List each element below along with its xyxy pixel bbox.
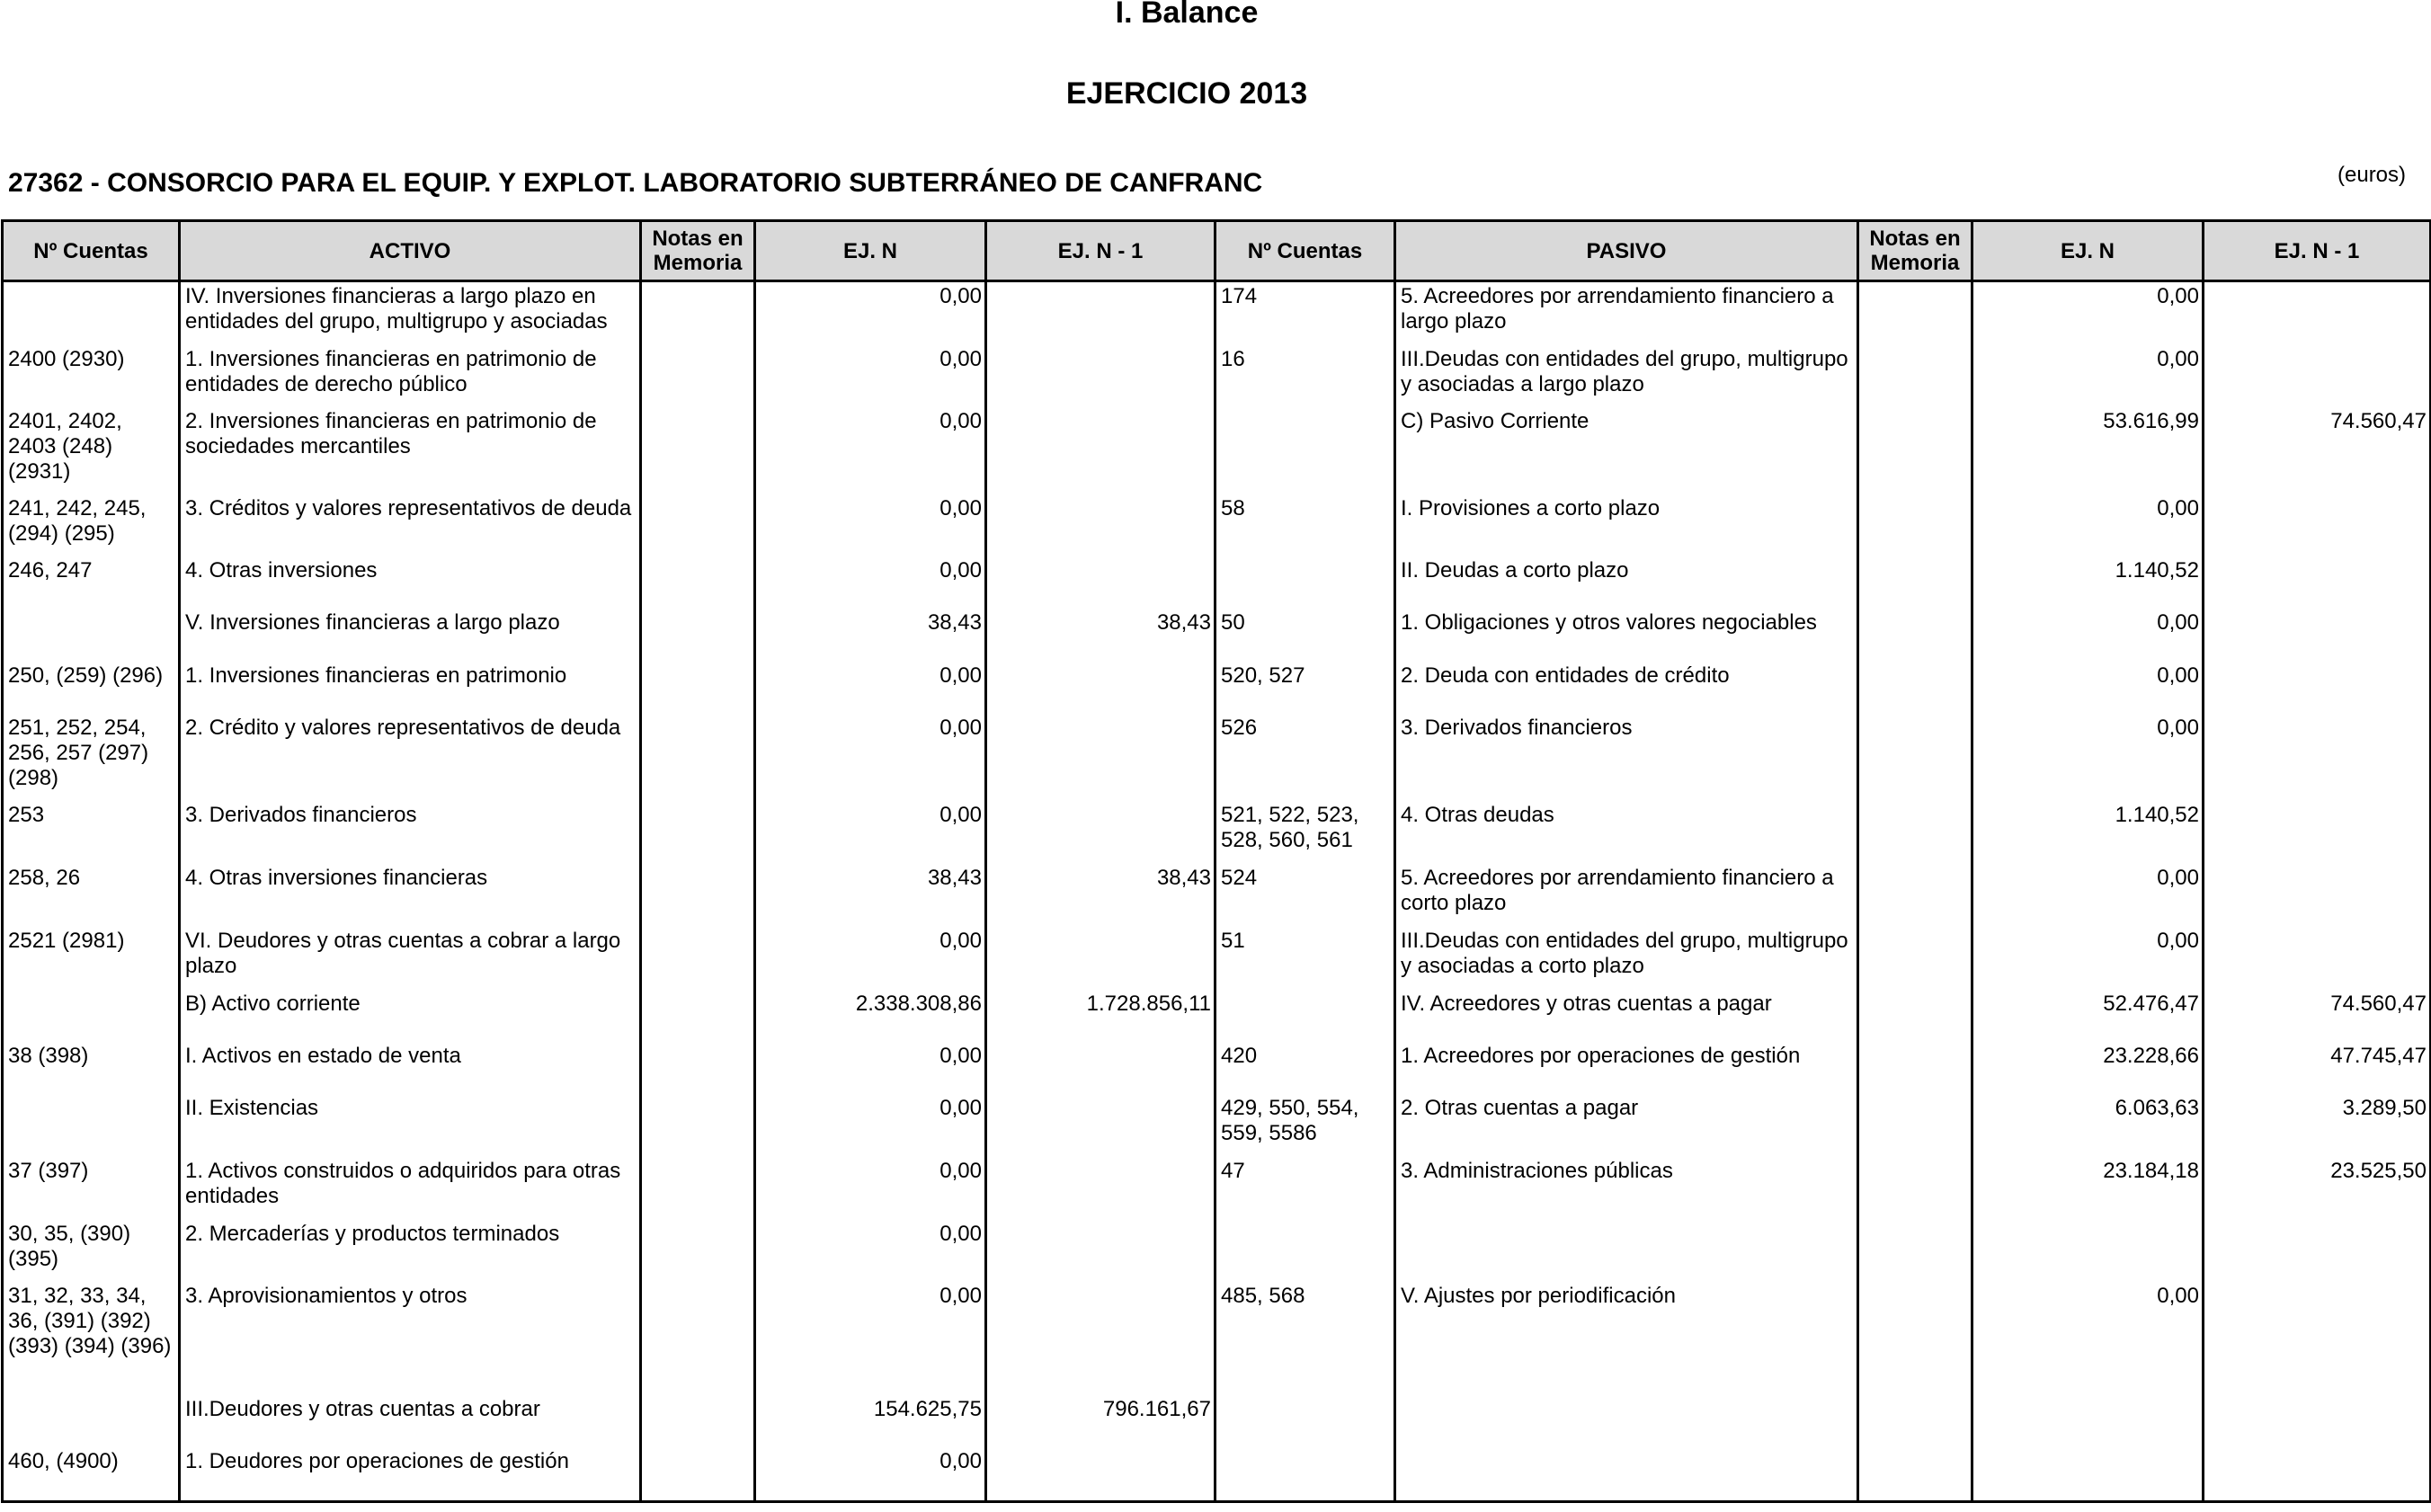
table-row (3, 281, 2431, 345)
cuentas-pasivo-cell: 420 (1216, 1042, 1395, 1094)
table-row (3, 714, 2431, 801)
cuentas-activo-cell: 31, 32, 33, 34, 36, (391) (392) (393) (394) (396) (3, 1282, 180, 1395)
pasivo-concept-cell: 5. Acreedores por arrendamiento financiero a corto plazo (1395, 864, 1858, 927)
ejn1-pasivo-cell (2204, 281, 2431, 345)
notas-activo-cell (641, 662, 755, 714)
notas-pasivo-cell (1858, 281, 1972, 345)
table-row (3, 1282, 2431, 1395)
ejn-pasivo-cell: 6.063,63 (1972, 1094, 2204, 1157)
ejn1-pasivo-cell (2204, 927, 2431, 990)
notas-activo-cell (641, 556, 755, 609)
ejn-activo-cell: 0,00 (755, 1094, 986, 1157)
cuentas-pasivo-cell (1216, 556, 1395, 609)
activo-concept-cell: 1. Activos construidos o adquiridos para otras entidades (180, 1157, 641, 1220)
ejn-pasivo-cell (1972, 1395, 2204, 1447)
pasivo-concept-cell (1395, 1220, 1858, 1282)
notas-activo-cell (641, 609, 755, 662)
cuentas-activo-cell (3, 1094, 180, 1157)
notas-activo-cell (641, 990, 755, 1042)
cuentas-pasivo-cell: 47 (1216, 1157, 1395, 1220)
notas-pasivo-cell (1858, 1094, 1972, 1157)
ejn1-pasivo-cell (2204, 494, 2431, 556)
ejn1-pasivo-cell (2204, 1282, 2431, 1395)
notas-pasivo-cell (1858, 1157, 1972, 1220)
col-header-cuentas-activo: Nº Cuentas (3, 221, 180, 281)
entity-heading: 27362 - CONSORCIO PARA EL EQUIP. Y EXPLOT. LABORATORIO SUBTERRÁNEO DE CANFRANC (8, 168, 1263, 198)
cuentas-activo-cell (3, 609, 180, 662)
ejn1-pasivo-cell (2204, 1447, 2431, 1502)
ejn1-activo-cell (986, 1447, 1216, 1502)
ejn1-activo-cell (986, 345, 1216, 407)
activo-concept-cell: 2. Crédito y valores representativos de deuda (180, 714, 641, 801)
table-row (3, 1395, 2431, 1447)
activo-concept-cell: B) Activo corriente (180, 990, 641, 1042)
ejn-activo-cell: 0,00 (755, 1447, 986, 1502)
pasivo-concept-cell: I. Provisiones a corto plazo (1395, 494, 1858, 556)
col-header-notas-pasivo: Notas en Memoria (1858, 221, 1972, 281)
ejn1-pasivo-cell: 23.525,50 (2204, 1157, 2431, 1220)
notas-activo-cell (641, 864, 755, 927)
table-row (3, 864, 2431, 927)
cuentas-pasivo-cell: 521, 522, 523, 528, 560, 561 (1216, 801, 1395, 864)
ejn-activo-cell: 0,00 (755, 1157, 986, 1220)
activo-concept-cell: 3. Créditos y valores representativos de deuda (180, 494, 641, 556)
table-row (3, 662, 2431, 714)
activo-concept-cell: 4. Otras inversiones financieras (180, 864, 641, 927)
table-row (3, 556, 2431, 609)
activo-concept-cell: 2. Inversiones financieras en patrimonio de sociedades mercantiles (180, 407, 641, 494)
pasivo-concept-cell: IV. Acreedores y otras cuentas a pagar (1395, 990, 1858, 1042)
ejn-pasivo-cell (1972, 1447, 2204, 1502)
ejn1-pasivo-cell: 3.289,50 (2204, 1094, 2431, 1157)
ejn1-pasivo-cell: 47.745,47 (2204, 1042, 2431, 1094)
table-row (3, 1447, 2431, 1502)
notas-activo-cell (641, 345, 755, 407)
col-header-ejn-pasivo: EJ. N (1972, 221, 2204, 281)
ejn-activo-cell: 0,00 (755, 407, 986, 494)
pasivo-concept-cell (1395, 1447, 1858, 1502)
ejn1-activo-cell: 796.161,67 (986, 1395, 1216, 1447)
ejn1-pasivo-cell (2204, 1395, 2431, 1447)
pasivo-concept-cell (1395, 1395, 1858, 1447)
notas-activo-cell (641, 494, 755, 556)
cuentas-pasivo-cell (1216, 407, 1395, 494)
notas-activo-cell (641, 1282, 755, 1395)
ejn1-activo-cell: 38,43 (986, 864, 1216, 927)
ejn-activo-cell: 0,00 (755, 1220, 986, 1282)
ejn1-activo-cell (986, 407, 1216, 494)
cuentas-pasivo-cell (1216, 1395, 1395, 1447)
cuentas-activo-cell: 253 (3, 801, 180, 864)
ejn-pasivo-cell: 0,00 (1972, 662, 2204, 714)
notas-activo-cell (641, 1157, 755, 1220)
activo-concept-cell: III.Deudores y otras cuentas a cobrar (180, 1395, 641, 1447)
ejn1-activo-cell (986, 1157, 1216, 1220)
pasivo-concept-cell: 4. Otras deudas (1395, 801, 1858, 864)
activo-concept-cell: II. Existencias (180, 1094, 641, 1157)
col-header-ejn1-activo: EJ. N - 1 (986, 221, 1216, 281)
cuentas-pasivo-cell (1216, 1447, 1395, 1502)
ejn1-activo-cell (986, 801, 1216, 864)
ejn-pasivo-cell: 53.616,99 (1972, 407, 2204, 494)
activo-concept-cell: 4. Otras inversiones (180, 556, 641, 609)
cuentas-activo-cell: 2401, 2402, 2403 (248) (2931) (3, 407, 180, 494)
cuentas-activo-cell: 258, 26 (3, 864, 180, 927)
pasivo-concept-cell: 5. Acreedores por arrendamiento financiero a largo plazo (1395, 281, 1858, 345)
activo-concept-cell: VI. Deudores y otras cuentas a cobrar a largo plazo (180, 927, 641, 990)
ejn1-activo-cell (986, 1094, 1216, 1157)
table-row (3, 1157, 2431, 1220)
notas-activo-cell (641, 1395, 755, 1447)
ejn-pasivo-cell: 0,00 (1972, 864, 2204, 927)
table-row (3, 494, 2431, 556)
activo-concept-cell: 1. Inversiones financieras en patrimonio de entidades de derecho público (180, 345, 641, 407)
activo-concept-cell: IV. Inversiones financieras a largo plazo en entidades del grupo, multigrupo y asociadas (180, 281, 641, 345)
ejn1-pasivo-cell: 74.560,47 (2204, 990, 2431, 1042)
notas-pasivo-cell (1858, 345, 1972, 407)
pasivo-concept-cell: 2. Otras cuentas a pagar (1395, 1094, 1858, 1157)
ejn1-activo-cell (986, 556, 1216, 609)
notas-pasivo-cell (1858, 927, 1972, 990)
ejn-pasivo-cell: 0,00 (1972, 345, 2204, 407)
table-row (3, 927, 2431, 990)
ejn-activo-cell: 0,00 (755, 1282, 986, 1395)
notas-pasivo-cell (1858, 1042, 1972, 1094)
cuentas-pasivo-cell: 524 (1216, 864, 1395, 927)
ejn1-pasivo-cell (2204, 801, 2431, 864)
cuentas-activo-cell: 38 (398) (3, 1042, 180, 1094)
table-row (3, 1094, 2431, 1157)
cuentas-activo-cell: 250, (259) (296) (3, 662, 180, 714)
activo-concept-cell: I. Activos en estado de venta (180, 1042, 641, 1094)
notas-activo-cell (641, 1220, 755, 1282)
ejn-pasivo-cell: 0,00 (1972, 281, 2204, 345)
cuentas-pasivo-cell (1216, 1220, 1395, 1282)
pasivo-concept-cell: 2. Deuda con entidades de crédito (1395, 662, 1858, 714)
table-row (3, 1042, 2431, 1094)
ejn-activo-cell: 0,00 (755, 345, 986, 407)
notas-pasivo-cell (1858, 407, 1972, 494)
activo-concept-cell: 2. Mercaderías y productos terminados (180, 1220, 641, 1282)
cuentas-activo-cell: 2400 (2930) (3, 345, 180, 407)
notas-pasivo-cell (1858, 864, 1972, 927)
ejn1-pasivo-cell (2204, 662, 2431, 714)
table-row (3, 1220, 2431, 1282)
ejn1-pasivo-cell (2204, 556, 2431, 609)
cuentas-activo-cell: 251, 252, 254, 256, 257 (297) (298) (3, 714, 180, 801)
cuentas-activo-cell: 246, 247 (3, 556, 180, 609)
cuentas-pasivo-cell: 51 (1216, 927, 1395, 990)
fiscal-year-title: EJERCICIO 2013 (1065, 76, 1308, 111)
notas-activo-cell (641, 714, 755, 801)
ejn-pasivo-cell: 52.476,47 (1972, 990, 2204, 1042)
activo-concept-cell: V. Inversiones financieras a largo plazo (180, 609, 641, 662)
cuentas-pasivo-cell: 50 (1216, 609, 1395, 662)
activo-concept-cell: 3. Aprovisionamientos y otros (180, 1282, 641, 1395)
ejn1-activo-cell (986, 714, 1216, 801)
col-header-ejn-activo: EJ. N (755, 221, 986, 281)
cuentas-pasivo-cell: 429, 550, 554, 559, 5586 (1216, 1094, 1395, 1157)
pasivo-concept-cell: III.Deudas con entidades del grupo, multigrupo y asociadas a largo plazo (1395, 345, 1858, 407)
cuentas-activo-cell (3, 1395, 180, 1447)
pasivo-concept-cell: 1. Acreedores por operaciones de gestión (1395, 1042, 1858, 1094)
col-header-pasivo: PASIVO (1395, 221, 1858, 281)
ejn-pasivo-cell: 1.140,52 (1972, 556, 2204, 609)
ejn1-pasivo-cell (2204, 345, 2431, 407)
balance-table (1, 219, 2431, 1503)
ejn-activo-cell: 38,43 (755, 609, 986, 662)
pasivo-concept-cell: 3. Derivados financieros (1395, 714, 1858, 801)
ejn1-activo-cell (986, 1220, 1216, 1282)
cuentas-activo-cell (3, 281, 180, 345)
report-title: I. Balance (1115, 0, 1259, 30)
col-header-ejn1-pasivo: EJ. N - 1 (2204, 221, 2431, 281)
cuentas-activo-cell: 460, (4900) (3, 1447, 180, 1502)
notas-activo-cell (641, 407, 755, 494)
ejn-pasivo-cell: 0,00 (1972, 494, 2204, 556)
table-row (3, 407, 2431, 494)
ejn-pasivo-cell: 0,00 (1972, 714, 2204, 801)
cuentas-pasivo-cell (1216, 990, 1395, 1042)
cuentas-activo-cell: 241, 242, 245, (294) (295) (3, 494, 180, 556)
pasivo-concept-cell: 1. Obligaciones y otros valores negociables (1395, 609, 1858, 662)
ejn1-activo-cell (986, 1282, 1216, 1395)
cuentas-pasivo-cell: 520, 527 (1216, 662, 1395, 714)
ejn-pasivo-cell: 0,00 (1972, 609, 2204, 662)
notas-pasivo-cell (1858, 494, 1972, 556)
cuentas-activo-cell: 37 (397) (3, 1157, 180, 1220)
cuentas-pasivo-cell: 174 (1216, 281, 1395, 345)
table-header-row (3, 221, 2431, 281)
ejn-pasivo-cell: 0,00 (1972, 927, 2204, 990)
notas-activo-cell (641, 281, 755, 345)
ejn1-activo-cell: 1.728.856,11 (986, 990, 1216, 1042)
cuentas-pasivo-cell: 485, 568 (1216, 1282, 1395, 1395)
cuentas-activo-cell: 2521 (2981) (3, 927, 180, 990)
pasivo-concept-cell: V. Ajustes por periodificación (1395, 1282, 1858, 1395)
notas-pasivo-cell (1858, 556, 1972, 609)
notas-pasivo-cell (1858, 801, 1972, 864)
activo-concept-cell: 3. Derivados financieros (180, 801, 641, 864)
notas-pasivo-cell (1858, 609, 1972, 662)
ejn1-pasivo-cell (2204, 1220, 2431, 1282)
activo-concept-cell: 1. Inversiones financieras en patrimonio (180, 662, 641, 714)
ejn-pasivo-cell (1972, 1220, 2204, 1282)
ejn-activo-cell: 0,00 (755, 662, 986, 714)
ejn-activo-cell: 154.625,75 (755, 1395, 986, 1447)
activo-concept-cell: 1. Deudores por operaciones de gestión (180, 1447, 641, 1502)
ejn1-pasivo-cell: 74.560,47 (2204, 407, 2431, 494)
ejn-activo-cell: 0,00 (755, 494, 986, 556)
ejn1-activo-cell (986, 662, 1216, 714)
cuentas-pasivo-cell: 16 (1216, 345, 1395, 407)
notas-activo-cell (641, 927, 755, 990)
ejn-pasivo-cell: 1.140,52 (1972, 801, 2204, 864)
notas-pasivo-cell (1858, 990, 1972, 1042)
ejn-pasivo-cell: 0,00 (1972, 1282, 2204, 1395)
col-header-activo: ACTIVO (180, 221, 641, 281)
table-row (3, 990, 2431, 1042)
col-header-notas-activo: Notas en Memoria (641, 221, 755, 281)
notas-activo-cell (641, 1094, 755, 1157)
ejn1-activo-cell (986, 927, 1216, 990)
cuentas-activo-cell (3, 990, 180, 1042)
notas-pasivo-cell (1858, 1282, 1972, 1395)
ejn1-activo-cell (986, 281, 1216, 345)
ejn-pasivo-cell: 23.184,18 (1972, 1157, 2204, 1220)
ejn-activo-cell: 0,00 (755, 714, 986, 801)
notas-pasivo-cell (1858, 1447, 1972, 1502)
ejn1-pasivo-cell (2204, 714, 2431, 801)
pasivo-concept-cell: III.Deudas con entidades del grupo, multigrupo y asociadas a corto plazo (1395, 927, 1858, 990)
notas-activo-cell (641, 1042, 755, 1094)
notas-pasivo-cell (1858, 1395, 1972, 1447)
notas-activo-cell (641, 1447, 755, 1502)
ejn-activo-cell: 38,43 (755, 864, 986, 927)
ejn-activo-cell: 0,00 (755, 801, 986, 864)
currency-unit-label: (euros) (2338, 163, 2407, 187)
notas-activo-cell (641, 801, 755, 864)
cuentas-pasivo-cell: 58 (1216, 494, 1395, 556)
ejn1-activo-cell: 38,43 (986, 609, 1216, 662)
pasivo-concept-cell: II. Deudas a corto plazo (1395, 556, 1858, 609)
ejn1-activo-cell (986, 494, 1216, 556)
notas-pasivo-cell (1858, 662, 1972, 714)
table-row (3, 609, 2431, 662)
ejn1-activo-cell (986, 1042, 1216, 1094)
ejn1-pasivo-cell (2204, 609, 2431, 662)
ejn-activo-cell: 0,00 (755, 281, 986, 345)
cuentas-activo-cell: 30, 35, (390) (395) (3, 1220, 180, 1282)
ejn-activo-cell: 2.338.308,86 (755, 990, 986, 1042)
ejn-activo-cell: 0,00 (755, 556, 986, 609)
pasivo-concept-cell: C) Pasivo Corriente (1395, 407, 1858, 494)
cuentas-pasivo-cell: 526 (1216, 714, 1395, 801)
notas-pasivo-cell (1858, 714, 1972, 801)
ejn-activo-cell: 0,00 (755, 927, 986, 990)
ejn-activo-cell: 0,00 (755, 1042, 986, 1094)
table-row (3, 801, 2431, 864)
col-header-cuentas-pasivo: Nº Cuentas (1216, 221, 1395, 281)
ejn-pasivo-cell: 23.228,66 (1972, 1042, 2204, 1094)
notas-pasivo-cell (1858, 1220, 1972, 1282)
ejn1-pasivo-cell (2204, 864, 2431, 927)
pasivo-concept-cell: 3. Administraciones públicas (1395, 1157, 1858, 1220)
table-row (3, 345, 2431, 407)
